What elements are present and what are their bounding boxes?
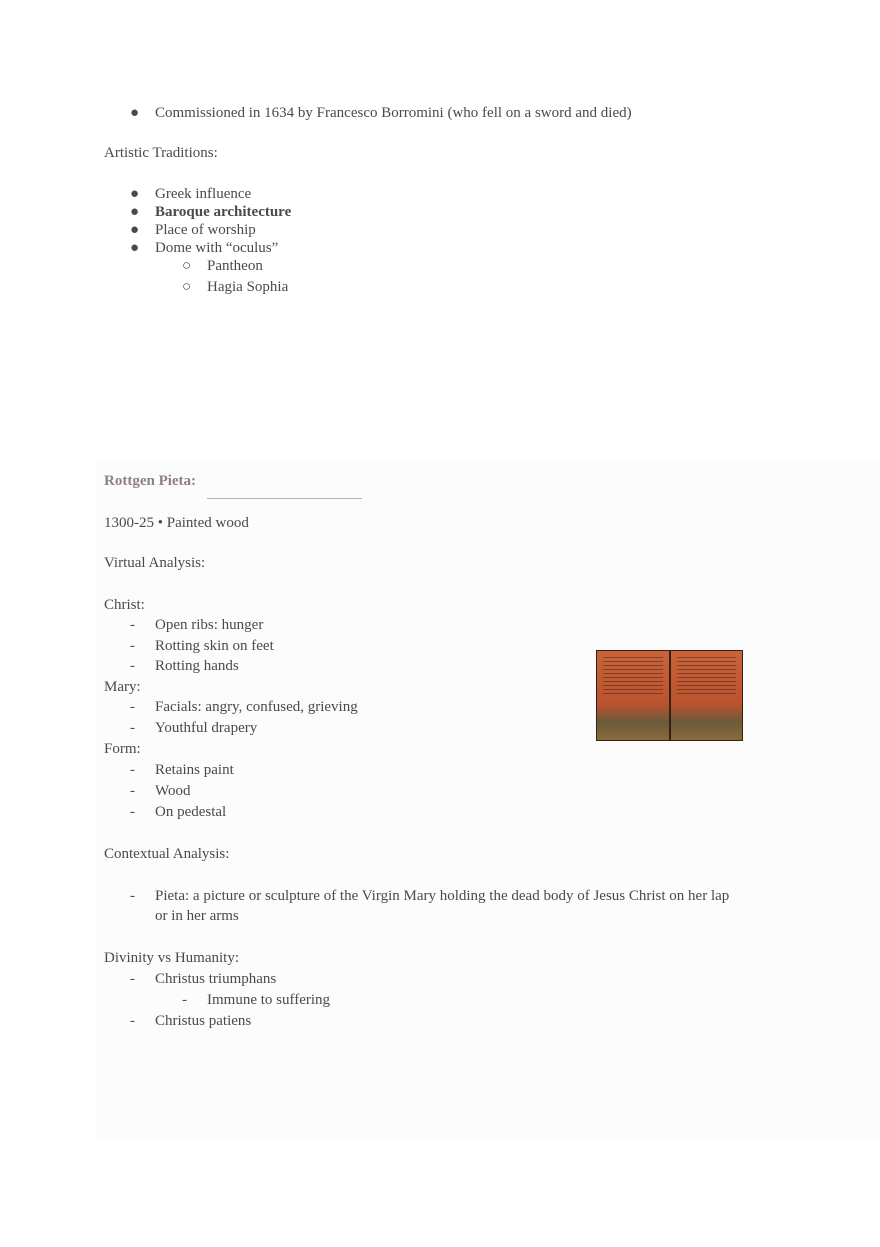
list-item: Christus triumphans <box>155 971 277 987</box>
date-medium: 1300-25 • Painted wood <box>104 515 249 531</box>
dash-marker: - <box>130 1013 135 1029</box>
list-item: Open ribs: hunger <box>155 617 264 633</box>
dash-marker: - <box>130 617 135 633</box>
heading-divinity-vs-humanity: Divinity vs Humanity: <box>104 950 239 966</box>
manuscript-image <box>596 650 743 741</box>
section-title: Rottgen Pieta: <box>104 473 197 489</box>
bullet-marker: ● <box>130 204 140 220</box>
dash-marker: - <box>130 699 135 715</box>
bullet-marker: ● <box>130 105 140 121</box>
list-item: Place of worship <box>155 222 256 238</box>
title-underline <box>207 498 362 499</box>
label-form: Form: <box>104 741 141 757</box>
bullet-marker: ● <box>130 186 140 202</box>
heading-virtual-analysis: Virtual Analysis: <box>104 555 206 571</box>
list-item: Baroque architecture <box>155 204 292 220</box>
list-item: Retains paint <box>155 762 234 778</box>
manuscript-page-left <box>597 651 669 740</box>
circle-marker: ○ <box>182 279 192 295</box>
list-item: Rotting hands <box>155 658 239 674</box>
label-christ: Christ: <box>104 597 145 613</box>
sub-list-item: Hagia Sophia <box>207 279 289 295</box>
dash-marker: - <box>130 762 135 778</box>
list-item: Facials: angry, confused, grieving <box>155 699 358 715</box>
sub-list-item: Pantheon <box>207 258 263 274</box>
dash-marker: - <box>130 658 135 674</box>
dash-marker: - <box>130 971 135 987</box>
list-item: Greek influence <box>155 186 252 202</box>
dash-marker: - <box>130 783 135 799</box>
dash-marker: - <box>130 888 135 904</box>
label-mary: Mary: <box>104 679 141 695</box>
list-item-continuation: or in her arms <box>155 908 239 924</box>
circle-marker: ○ <box>182 258 192 274</box>
dash-marker: - <box>182 992 187 1008</box>
manuscript-page-right <box>671 651 743 740</box>
heading-contextual-analysis: Contextual Analysis: <box>104 846 230 862</box>
section-background <box>95 460 880 1140</box>
list-item: Dome with “oculus” <box>155 240 279 256</box>
dash-marker: - <box>130 720 135 736</box>
list-item: Pieta: a picture or sculpture of the Virgin Mary holding the dead body of Jesus Christ on her lap <box>155 888 730 904</box>
bullet-marker: ● <box>130 240 140 256</box>
list-item: Commissioned in 1634 by Francesco Borromini (who fell on a sword and died) <box>155 105 632 121</box>
list-item: Christus patiens <box>155 1013 252 1029</box>
dash-marker: - <box>130 804 135 820</box>
bullet-marker: ● <box>130 222 140 238</box>
list-item: Youthful drapery <box>155 720 258 736</box>
sub-list-item: Immune to suffering <box>207 992 331 1008</box>
list-item: On pedestal <box>155 804 227 820</box>
list-item: Rotting skin on feet <box>155 638 274 654</box>
dash-marker: - <box>130 638 135 654</box>
list-item: Wood <box>155 783 191 799</box>
heading-artistic-traditions: Artistic Traditions: <box>104 145 218 161</box>
